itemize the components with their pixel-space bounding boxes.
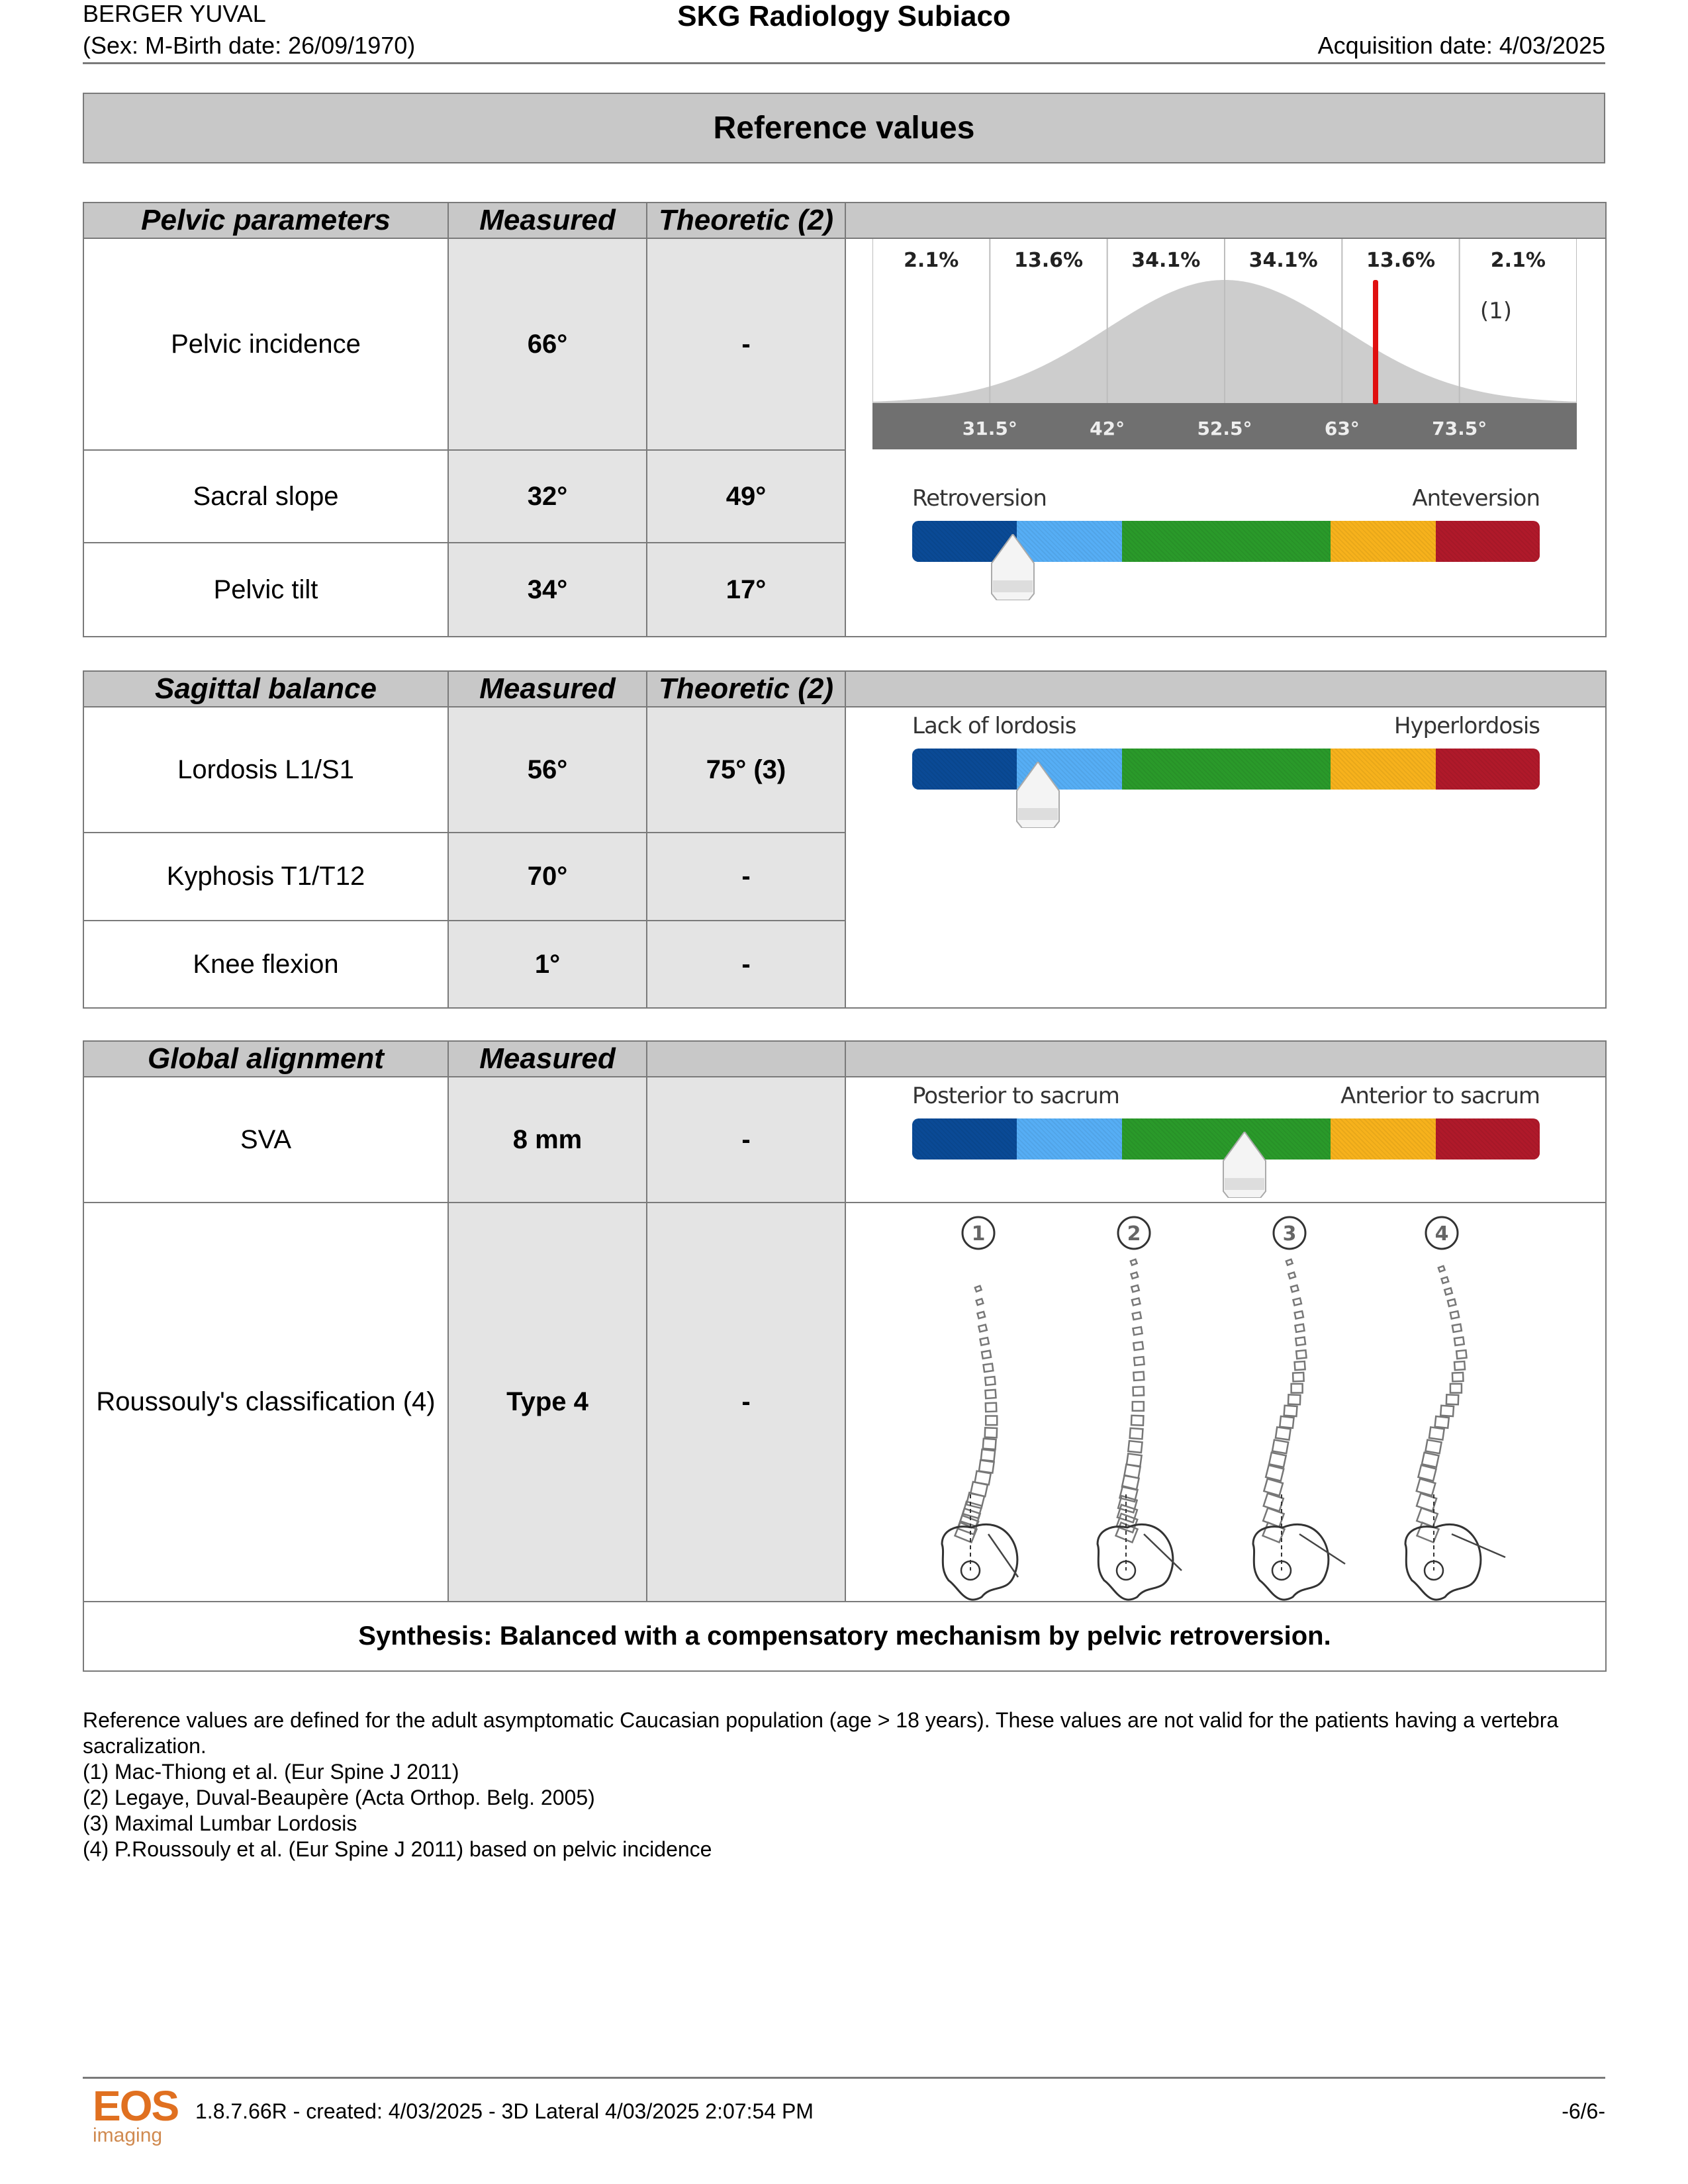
sva-gauge bbox=[912, 1083, 1540, 1160]
column-header: Measured bbox=[448, 203, 647, 238]
svg-text:1: 1 bbox=[971, 1222, 986, 1246]
svg-text:(1): (1) bbox=[1479, 298, 1513, 324]
svg-text:2.1%: 2.1% bbox=[904, 249, 959, 272]
footnote-1: (1) Mac-Thiong et al. (Eur Spine J 2011) bbox=[83, 1760, 459, 1784]
measured-value: 8 mm bbox=[448, 1077, 647, 1203]
footnote-2: (2) Legaye, Duval-Beaupère (Acta Orthop. Belg. 2005) bbox=[83, 1786, 595, 1809]
svg-text:34.1%: 34.1% bbox=[1248, 249, 1318, 272]
section-title: Reference values bbox=[83, 93, 1605, 163]
gauge-right-label: Anteversion bbox=[1412, 485, 1540, 512]
row-label: Lordosis L1/S1 bbox=[83, 707, 448, 833]
measured-value: 32° bbox=[448, 450, 647, 543]
patient-info: (Sex: M-Birth date: 26/09/1970) bbox=[83, 32, 416, 59]
sagittal-balance-table bbox=[83, 670, 1607, 1009]
gauge-segment-red bbox=[1436, 749, 1540, 790]
lordosis-graph-cell bbox=[845, 707, 1606, 1008]
theoretic-value: - bbox=[647, 921, 845, 1008]
table-header-row bbox=[83, 1041, 1606, 1077]
column-header: Measured bbox=[448, 671, 647, 707]
column-header: Measured bbox=[448, 1041, 647, 1077]
pelvic-graph-cell bbox=[845, 238, 1606, 637]
gauge-left-label: Retroversion bbox=[912, 485, 1047, 512]
page-number: -6/6- bbox=[1562, 2099, 1605, 2123]
gauge-bar bbox=[912, 749, 1540, 790]
synthesis-row bbox=[83, 1602, 1606, 1671]
svg-text:34.1%: 34.1% bbox=[1131, 249, 1201, 272]
institution-title: SKG Radiology Subiaco bbox=[677, 0, 1011, 32]
measured-value: 66° bbox=[448, 238, 647, 450]
gauge-cursor-icon bbox=[988, 534, 1038, 600]
column-header bbox=[845, 671, 1606, 707]
gauge-segment-dark-blue bbox=[912, 749, 1017, 790]
column-header: Global alignment bbox=[83, 1041, 448, 1077]
footer-divider bbox=[83, 2077, 1605, 2079]
theoretic-value: - bbox=[647, 833, 845, 921]
row-label: SVA bbox=[83, 1077, 448, 1203]
svg-text:31.5°: 31.5° bbox=[962, 418, 1017, 439]
svg-text:63°: 63° bbox=[1324, 418, 1360, 439]
gauge-cursor-icon bbox=[1013, 762, 1063, 828]
header-divider bbox=[83, 62, 1605, 64]
footer-info: 1.8.7.66R - created: 4/03/2025 - 3D Lateral 4/03/2025 2:07:54 PM bbox=[195, 2099, 814, 2123]
column-header: Pelvic parameters bbox=[83, 203, 448, 238]
svg-text:42°: 42° bbox=[1090, 418, 1125, 439]
gauge-segment-orange bbox=[1331, 521, 1435, 562]
column-header: Theoretic (2) bbox=[647, 203, 845, 238]
gauge-segment-orange bbox=[1331, 1118, 1435, 1160]
roussouly-diagram-cell bbox=[845, 1203, 1606, 1602]
measured-value: 34° bbox=[448, 543, 647, 637]
row-label: Pelvic tilt bbox=[83, 543, 448, 637]
logo-eos-text: EOS bbox=[93, 2082, 179, 2130]
lordosis-gauge bbox=[912, 713, 1540, 790]
gauge-left-label: Lack of lordosis bbox=[912, 713, 1076, 739]
row-label: Sacral slope bbox=[83, 450, 448, 543]
svg-text:2.1%: 2.1% bbox=[1490, 249, 1546, 272]
theoretic-value: 49° bbox=[647, 450, 845, 543]
gauge-right-label: Anterior to sacrum bbox=[1340, 1083, 1540, 1109]
theoretic-value: - bbox=[647, 1077, 845, 1203]
svg-text:2: 2 bbox=[1127, 1222, 1141, 1246]
gauge-right-label: Hyperlordosis bbox=[1393, 713, 1540, 739]
row-label: Pelvic incidence bbox=[83, 238, 448, 450]
theoretic-value: - bbox=[647, 238, 845, 450]
theoretic-value: 17° bbox=[647, 543, 845, 637]
gauge-segment-orange bbox=[1331, 749, 1435, 790]
theoretic-value: - bbox=[647, 1203, 845, 1602]
svg-text:4: 4 bbox=[1434, 1222, 1449, 1246]
measured-value: Type 4 bbox=[448, 1203, 647, 1602]
svg-text:3: 3 bbox=[1282, 1222, 1297, 1246]
footnote-4: (4) P.Roussouly et al. (Eur Spine J 2011) based on pelvic incidence bbox=[83, 1837, 712, 1861]
measured-value: 70° bbox=[448, 833, 647, 921]
table-header-row bbox=[83, 203, 1606, 238]
pelvic-incidence-distribution-chart bbox=[872, 239, 1577, 451]
sva-graph-cell bbox=[845, 1077, 1606, 1203]
svg-text:13.6%: 13.6% bbox=[1366, 249, 1436, 272]
eos-imaging-logo bbox=[93, 2082, 179, 2151]
svg-text:52.5°: 52.5° bbox=[1197, 418, 1252, 439]
gauge-segment-green bbox=[1122, 749, 1331, 790]
column-header bbox=[845, 203, 1606, 238]
table-row bbox=[83, 707, 1606, 833]
gauge-segment-red bbox=[1436, 521, 1540, 562]
column-header bbox=[845, 1041, 1606, 1077]
row-label: Roussouly's classification (4) bbox=[83, 1203, 448, 1602]
footnote-disclaimer: Reference values are defined for the adult asymptomatic Caucasian population (age > 18 years). These values are not valid for the patients having a vertebra sacralization. bbox=[83, 1708, 1559, 1758]
roussouly-spine-types-illustration bbox=[846, 1203, 1607, 1602]
footnotes bbox=[83, 1707, 1605, 1862]
column-header bbox=[647, 1041, 845, 1077]
acquisition-date: Acquisition date: 4/03/2025 bbox=[1317, 32, 1605, 59]
gauge-left-label: Posterior to sacrum bbox=[912, 1083, 1119, 1109]
table-row bbox=[83, 238, 1606, 450]
measured-value: 1° bbox=[448, 921, 647, 1008]
row-label: Kyphosis T1/T12 bbox=[83, 833, 448, 921]
gauge-cursor-icon bbox=[1219, 1132, 1270, 1198]
gauge-segment-light-blue bbox=[1017, 1118, 1121, 1160]
column-header: Sagittal balance bbox=[83, 671, 448, 707]
table-row bbox=[83, 1203, 1606, 1602]
svg-text:13.6%: 13.6% bbox=[1013, 249, 1084, 272]
global-alignment-table bbox=[83, 1040, 1607, 1672]
row-label: Knee flexion bbox=[83, 921, 448, 1008]
measured-value: 56° bbox=[448, 707, 647, 833]
pelvic-parameters-table bbox=[83, 202, 1607, 637]
footnote-3: (3) Maximal Lumbar Lordosis bbox=[83, 1811, 357, 1835]
svg-text:73.5°: 73.5° bbox=[1432, 418, 1487, 439]
theoretic-value: 75° (3) bbox=[647, 707, 845, 833]
table-row bbox=[83, 1077, 1606, 1203]
gauge-segment-green bbox=[1122, 521, 1331, 562]
patient-name: BERGER YUVAL bbox=[83, 0, 266, 27]
logo-imaging-text: imaging bbox=[93, 2124, 163, 2146]
gauge-segment-red bbox=[1436, 1118, 1540, 1160]
table-header-row bbox=[83, 671, 1606, 707]
gauge-segment-dark-blue bbox=[912, 1118, 1017, 1160]
column-header: Theoretic (2) bbox=[647, 671, 845, 707]
retroversion-gauge bbox=[912, 485, 1540, 562]
synthesis-text: Synthesis: Balanced with a compensatory mechanism by pelvic retroversion. bbox=[83, 1602, 1606, 1671]
